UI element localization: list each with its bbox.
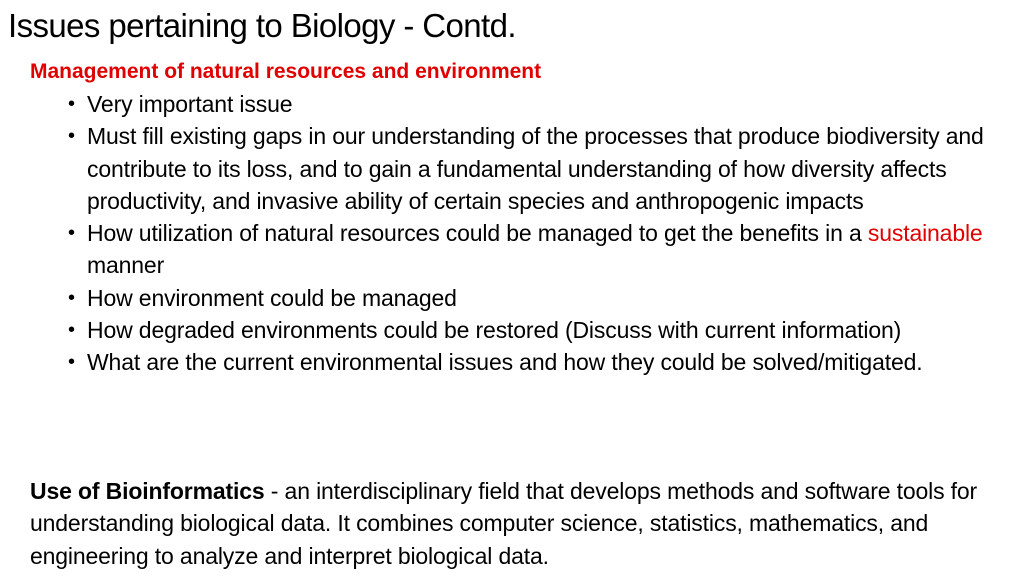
bullet-text: Must fill existing gaps in our understanding of the processes that produce biodiversity and contribute to its loss, and to gain a fundamental understanding of how diversity affects productivity, and invasive ability of certain species and anthropogenic impacts	[87, 123, 984, 214]
list-item	[68, 346, 1017, 378]
list-item	[68, 217, 1017, 282]
slide-title: Issues pertaining to Biology - Contd.	[8, 7, 516, 44]
bullet-icon: •	[68, 286, 75, 309]
bullet-icon: •	[68, 93, 75, 115]
bullet-icon: •	[68, 222, 75, 245]
bioinformatics-term: Use of Bioinformatics	[30, 478, 265, 504]
bullet-text: Very important issue	[87, 91, 293, 117]
list-item	[68, 120, 1017, 217]
section-heading: Management of natural resources and environment	[30, 60, 542, 83]
bullet-text: How degraded environments could be restored (Discuss with current information)	[87, 317, 902, 344]
bullet-text-before: How utilization of natural resources could be managed to get the benefits in a	[87, 220, 868, 247]
bullet-text: What are the current environmental issues and how they could be solved/mitigated.	[87, 349, 923, 376]
bullet-list	[68, 88, 1017, 379]
bioinformatics-definition: - an interdisciplinary field that develops methods and software tools for understanding biological data. It combines computer science, statistics, mathematics, and engineering to analyze and interpret biological data.	[30, 478, 978, 569]
bullet-text-after: manner	[87, 252, 165, 279]
highlighted-word: sustainable	[867, 220, 983, 247]
bullet-icon: •	[68, 319, 75, 342]
list-item	[68, 88, 1017, 120]
bullet-icon: •	[68, 351, 75, 374]
bioinformatics-paragraph	[30, 475, 1020, 572]
list-item	[68, 282, 1017, 314]
bullet-text: How environment could be managed	[87, 284, 457, 311]
bullet-icon: •	[68, 125, 75, 148]
list-item	[68, 314, 1017, 346]
